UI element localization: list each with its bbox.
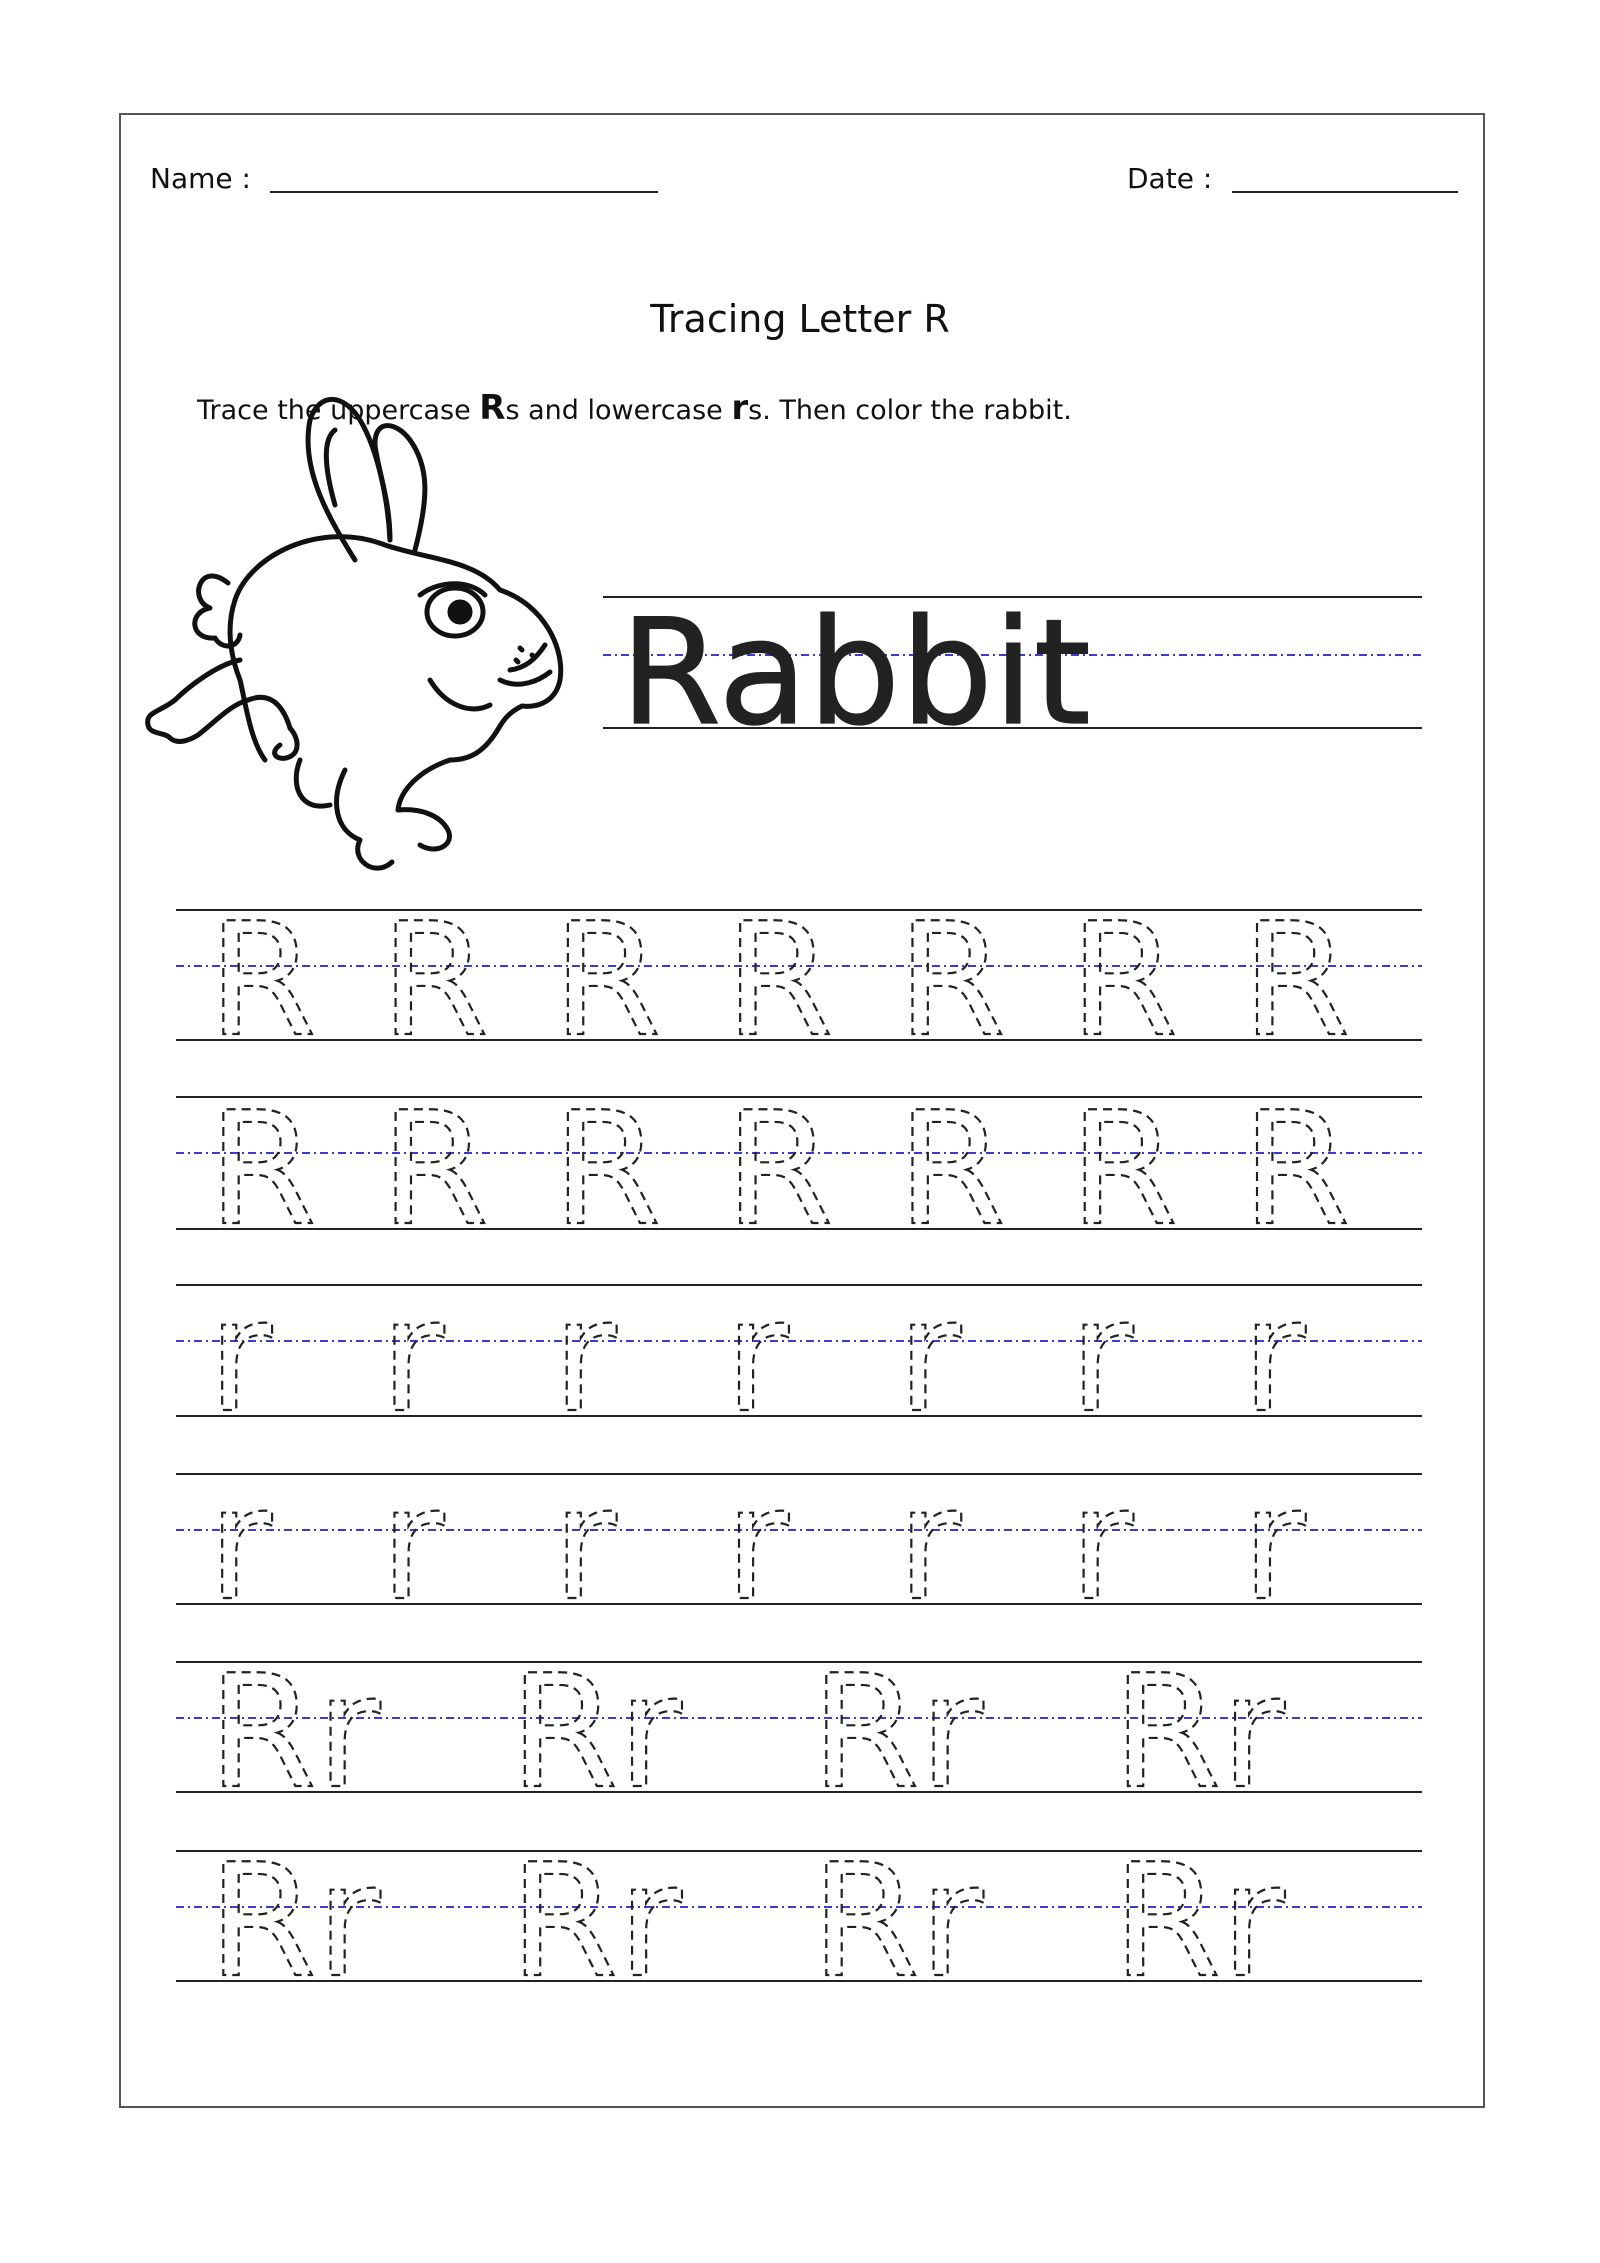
trace-letter: r [1241,1265,1306,1447]
practice-row-6 [176,1830,1422,2012]
trace-letter: R [552,889,661,1071]
trace-letter: r [724,1265,789,1447]
trace-letter: r [208,1453,273,1635]
trace-letter: Rr [509,1641,683,1823]
trace-letter: R [208,889,317,1071]
trace-letter: r [380,1265,445,1447]
trace-letter: R [1069,889,1178,1071]
instruction-part1: Trace the uppercase [197,395,480,426]
trace-letter: r [552,1265,617,1447]
trace-letter: R [724,1078,834,1260]
trace-letter: Rr [1112,1641,1286,1823]
trace-letter: r [208,1265,273,1447]
instruction-part3: s. Then color the rabbit. [748,395,1072,426]
practice-row-3 [176,1265,1422,1447]
date-label: Date : [1127,162,1213,195]
rabbit-word: Rabbit [620,588,1091,758]
practice-row-1 [176,889,1422,1071]
trace-letter: Rr [1112,1830,1286,2012]
trace-letter: r [1241,1453,1306,1635]
trace-letter: r [1069,1265,1134,1447]
trace-letter: Rr [509,1830,683,2012]
practice-row-4 [176,1453,1422,1635]
trace-letter: Rr [811,1641,984,1823]
trace-letter: r [1069,1453,1134,1635]
trace-letter: r [897,1453,962,1635]
trace-letter: R [208,1078,317,1260]
trace-letter: r [724,1453,789,1635]
instruction-part2: s and lowercase [505,395,732,426]
practice-row-5 [176,1641,1422,1823]
trace-letter: R [380,1078,489,1260]
instruction-uppercase-letter: R [479,388,506,428]
trace-letter: R [1069,1078,1178,1260]
trace-letter: r [552,1453,617,1635]
trace-letter: R [897,1078,1006,1260]
word-guide [603,588,1422,758]
trace-letter: R [552,1078,661,1260]
name-label: Name : [150,162,251,195]
practice-row-2 [176,1078,1422,1260]
trace-letter: R [380,889,489,1071]
trace-letter: R [1241,1078,1351,1260]
trace-letter: R [724,889,834,1071]
trace-letter: R [1241,889,1351,1071]
trace-letter: R [897,889,1006,1071]
instruction-lowercase-letter: r [731,388,749,428]
trace-letter: r [380,1453,445,1635]
trace-letter: Rr [208,1641,381,1823]
trace-letter: r [897,1265,962,1447]
page-title: Tracing Letter R [650,297,950,341]
trace-letter: Rr [811,1830,984,2012]
trace-letter: Rr [208,1830,381,2012]
